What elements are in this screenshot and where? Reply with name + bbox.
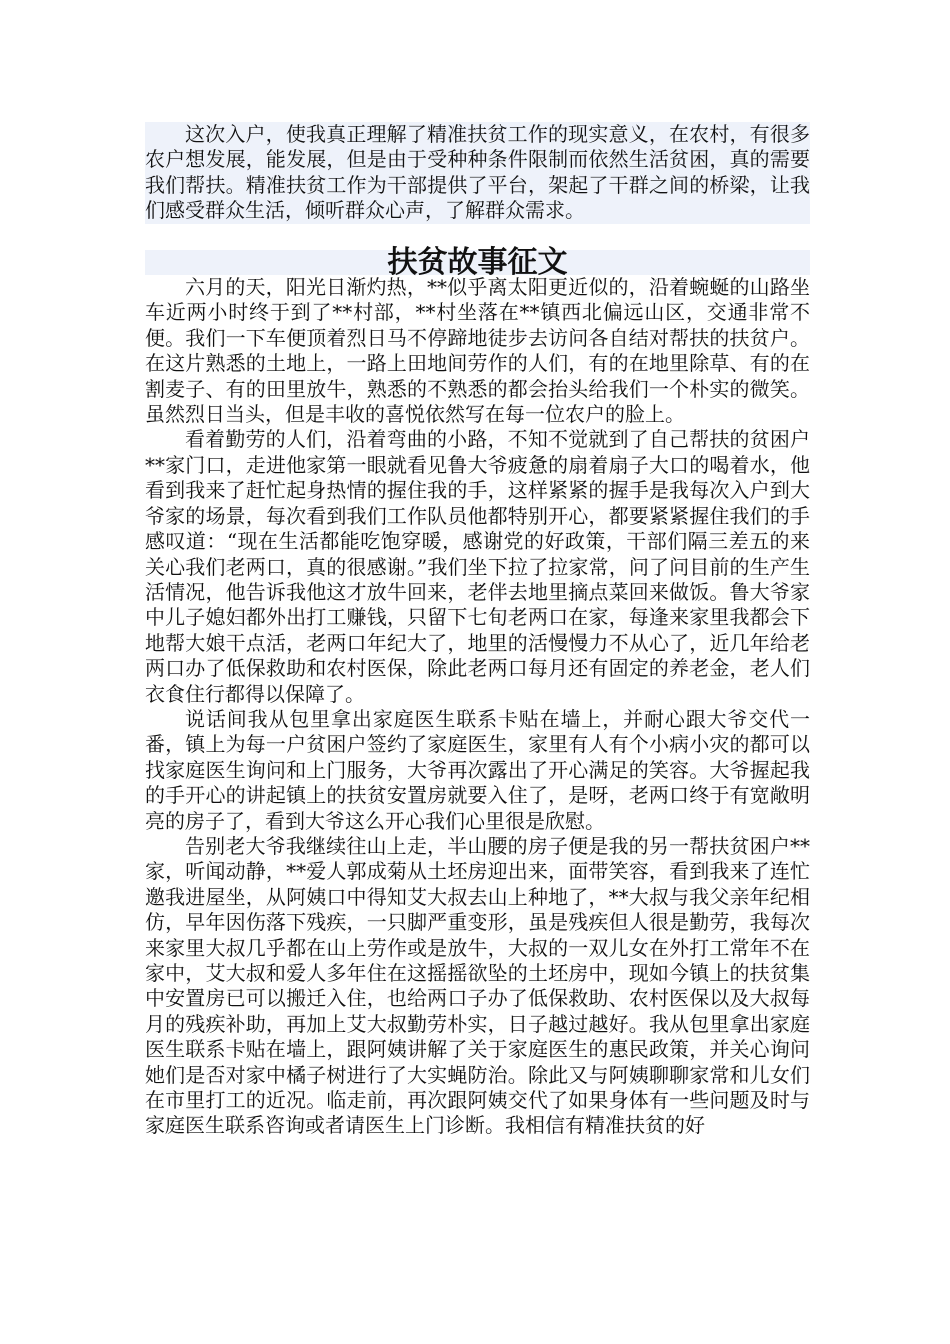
article-paragraph-3: 说话间我从包里拿出家庭医生联系卡贴在墙上，并耐心跟大爷交代一番，镇上为每一户贫困户签约了家庭医生，家里有人有个小病小灾的都可以找家庭医生询问和上门服务，大爷再次露出了开心满足的笑容。大爷握起我的手开心的讲起镇上的扶贫安置房就要入住了，是呀，老两口终于有宽敞明亮的房子了，看到大爷这么开心我们心里很是欣慰。 [145, 706, 810, 833]
article-paragraph-1: 六月的天，阳光日渐灼热，**似乎离太阳更近似的，沿着蜿蜒的山路坐车近两小时终于到了**村部，**村坐落在**镇西北偏远山区，交通非常不便。我们一下车便顶着烈日马不停蹄地徒步去访问各自结对帮扶的扶贫户。在这片熟悉的土地上，一路上田地间劳作的人们，有的在地里除草、有的在割麦子、有的田里放牛，熟悉的不熟悉的都会抬头给我们一个朴实的微笑。虽然烈日当头，但是丰收的喜悦依然写在每一位农户的脸上。 [145, 275, 810, 427]
intro-paragraph: 这次入户，使我真正理解了精准扶贫工作的现实意义，在农村，有很多农户想发展，能发展，但是由于受种种条件限制而依然生活贫困，真的需要我们帮扶。精准扶贫工作为干部提供了平台，架起了干群之间的桥梁，让我们感受群众生活，倾听群众心声，了解群众需求。 [145, 122, 810, 223]
document-body [145, 122, 810, 1139]
article-title: 扶贫故事征文 [145, 250, 810, 275]
article-paragraph-2: 看着勤劳的人们，沿着弯曲的小路，不知不觉就到了自己帮扶的贫困户**家门口，走进他家第一眼就看见鲁大爷疲惫的扇着扇子大口的喝着水，他看到我来了赶忙起身热情的握住我的手，这样紧紧的握手是我每次入户到大爷家的场景，每次看到我们工作队员他都特别开心，都要紧紧握住我们的手感叹道：“现在生活都能吃饱穿暖，感谢党的好政策，干部们隔三差五的来关心我们老两口，真的很感谢。”我们坐下拉了拉家常，问了问目前的生产生活情况，他告诉我他这才放牛回来，老伴去地里摘点菜回来做饭。鲁大爷家中儿子媳妇都外出打工赚钱，只留下七旬老两口在家，每逢来家里我都会下地帮大娘干点活，老两口年纪大了，地里的活慢慢力不从心了，近几年给老两口办了低保救助和农村医保，除此老两口每月还有固定的养老金，老人们衣食住行都得以保障了。 [145, 427, 810, 706]
article-paragraph-4: 告别老大爷我继续往山上走，半山腰的房子便是我的另一帮扶贫困户**家，听闻动静，**爱人郭成菊从土坯房迎出来，面带笑容，看到我来了连忙邀我进屋坐，从阿姨口中得知艾大叔去山上种地了，**大叔与我父亲年纪相仿，早年因伤落下残疾，一只脚严重变形，虽是残疾但人很是勤劳，我每次来家里大叔几乎都在山上劳作或是放牛，大叔的一双儿女在外打工常年不在家中，艾大叔和爱人多年住在这摇摇欲坠的土坯房中，现如今镇上的扶贫集中安置房已可以搬迁入住，也给两口子办了低保救助、农村医保以及大叔每月的残疾补助，再加上艾大叔勤劳朴实，日子越过越好。我从包里拿出家庭医生联系卡贴在墙上，跟阿姨讲解了关于家庭医生的惠民政策，并关心询问她们是否对家中橘子树进行了大实蝇防治。除此又与阿姨聊聊家常和儿女们在市里打工的近况。临走前，再次跟阿姨交代了如果身体有一些问题及时与家庭医生联系咨询或者请医生上门诊断。我相信有精准扶贫的好 [145, 833, 810, 1138]
